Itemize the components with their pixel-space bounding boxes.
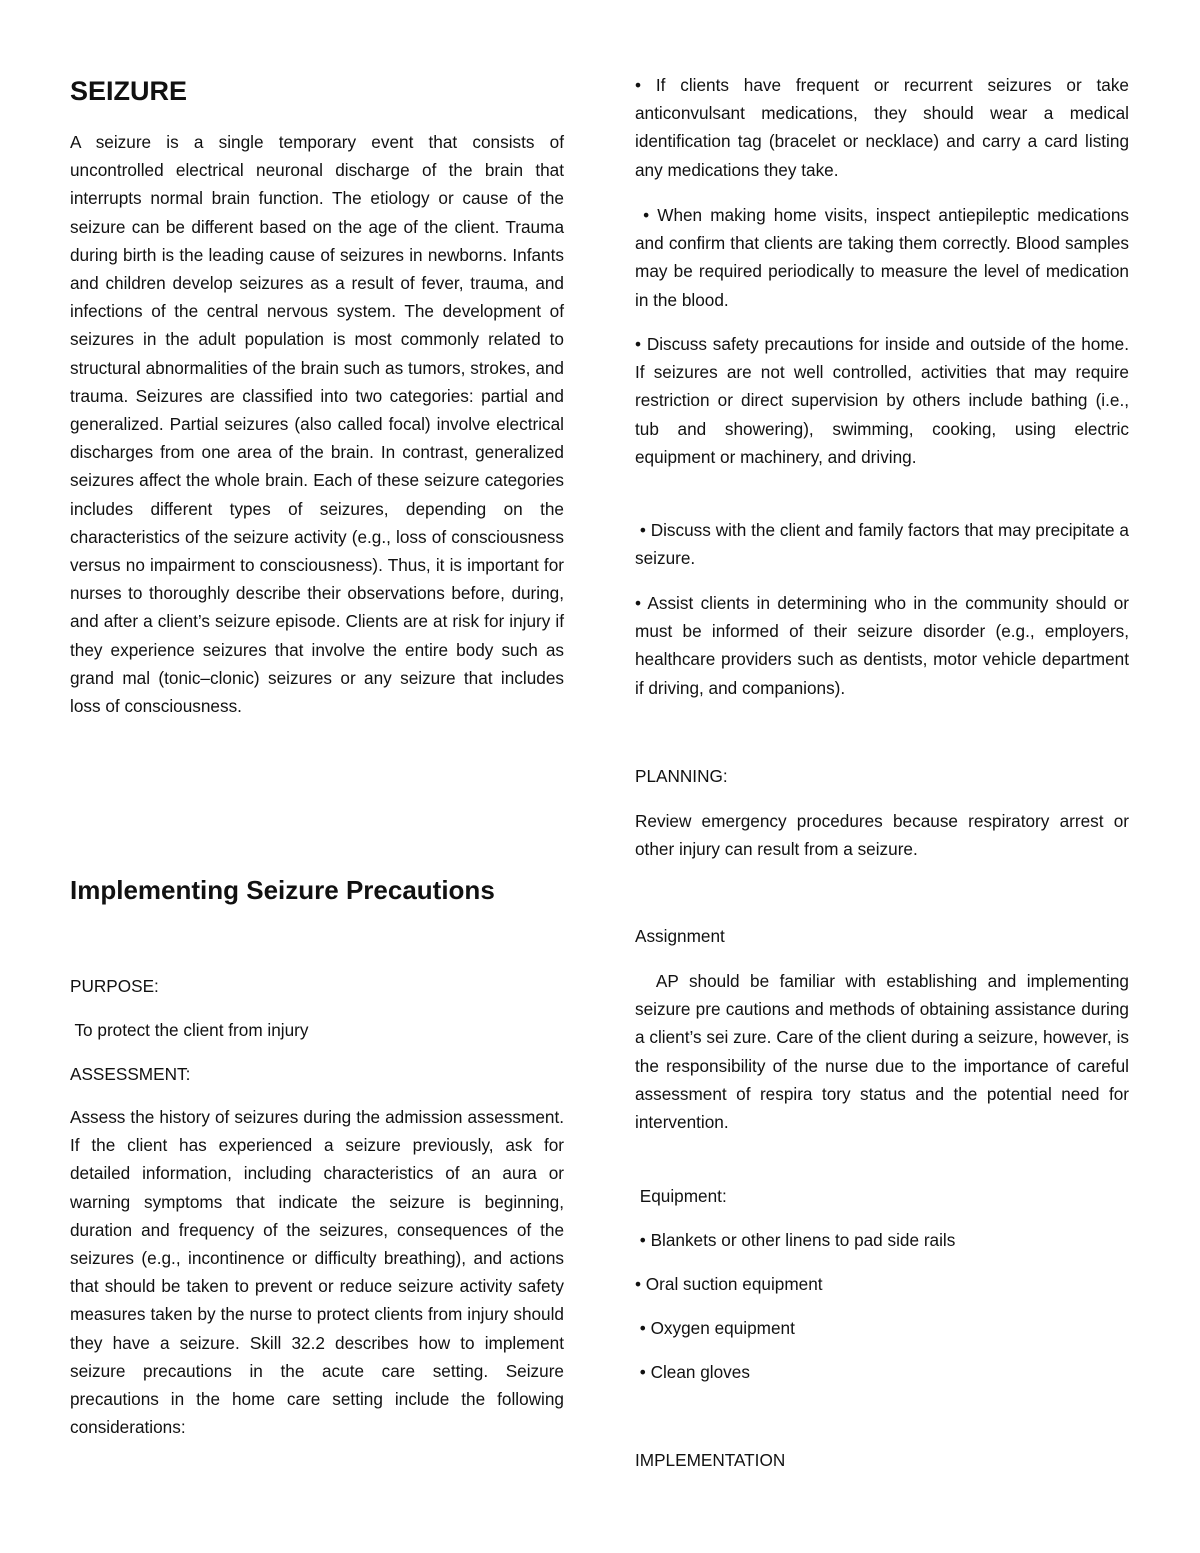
bullet-medical-id: • If clients have frequent or recurrent seizures or take anticonvulsant medications, they should wear a medical identification tag (bracelet or necklace) and carry a card listing any medications they take.: [635, 75, 1129, 180]
equipment-item-oxygen: • Oxygen equipment: [635, 1318, 795, 1338]
assessment-label: ASSESSMENT:: [70, 1064, 191, 1084]
assessment-paragraph: Assess the history of seizures during the admission assessment. If the client has experienced a seizure previously, ask for detailed information, including characteristics of an aura or warning symptoms that indicate the seizure is beginning, duration and frequency of the seizures, consequences of the seizures (e.g., incontinence or difficulty breathing), and actions that should be taken to prevent or reduce seizure activity safety measures taken by the nurse to protect clients from injury should they have a seizure. Skill 32.2 describes how to implement seizure precautions in the acute care setting. Seizure precautions in the home care setting include the following considerations:: [70, 1107, 564, 1438]
bullet-community-informing: • Assist clients in determining who in the community should or must be informed of their seizure disorder (e.g., employers, healthcare providers such as dentists, motor vehicle department if driving, and companions).: [635, 593, 1129, 698]
equipment-item-suction: • Oral suction equipment: [635, 1274, 823, 1294]
planning-paragraph: Review emergency procedures because respiratory arrest or other injury can result from a seizure.: [635, 811, 1129, 860]
bullet-precipitating-factors: • Discuss with the client and family factors that may precipitate a seizure.: [635, 520, 1134, 569]
seizure-intro-paragraph: A seizure is a single temporary event that consists of uncontrolled electrical neuronal discharge of the brain that interrupts normal brain function. The etiology or cause of the seizure can be different based on the age of the client. Trauma during birth is the leading cause of seizures in newborns. Infants and children develop seizures as a result of fever, trauma, and infections of the central nervous system. The development of seizures in the adult population is most commonly related to structural abnormalities of the brain such as tumors, strokes, and trauma. Seizures are classified into two categories: partial and generalized. Partial seizures (also called focal) involve electrical discharges from one area of the brain. In contrast, generalized seizures affect the whole brain. Each of these seizure categories includes different types of seizures, depending on the characteristics of the seizure activity (e.g., loss of consciousness versus no impairment to consciousness). Thus, it is important for nurses to thoroughly describe their observations before, during, and after a client’s seizure episode. Clients are at risk for injury if they experience seizures that involve the entire body such as grand mal (tonic–clonic) seizures or any seizure that includes loss of consciousness.: [70, 132, 564, 717]
planning-label: PLANNING:: [635, 766, 728, 786]
bullet-home-visits: • When making home visits, inspect antiepileptic medications and confirm that clients are taking them correctly. Blood samples may be required periodically to measure the level of medication in the blood.: [635, 205, 1134, 310]
bullet-safety-precautions: • Discuss safety precautions for inside and outside of the home. If seizures are not well controlled, activities that may require restriction or direct supervision by others include bathing (i.e., tub and showering), swimming, cooking, using electric equipment or machinery, and driving.: [635, 334, 1129, 467]
assignment-paragraph: AP should be familiar with establishing and implementing seizure pre cautions and methods of obtaining assistance during a client’s sei zure. Care of the client during a seizure, however, is the responsibility of the nurse due to the importance of careful assessment of respira tory status and the potential need for intervention.: [635, 971, 1134, 1133]
purpose-text: To protect the client from injury: [70, 1020, 309, 1040]
section-title: Implementing Seizure Precautions: [70, 875, 495, 905]
seizure-title: SEIZURE: [70, 76, 188, 106]
assignment-label: Assignment: [635, 926, 725, 946]
equipment-label: Equipment:: [635, 1186, 727, 1206]
equipment-item-blankets: • Blankets or other linens to pad side rails: [635, 1230, 956, 1250]
equipment-item-gloves: • Clean gloves: [635, 1362, 750, 1382]
purpose-label: PURPOSE:: [70, 976, 159, 996]
implementation-label: IMPLEMENTATION: [635, 1450, 786, 1470]
